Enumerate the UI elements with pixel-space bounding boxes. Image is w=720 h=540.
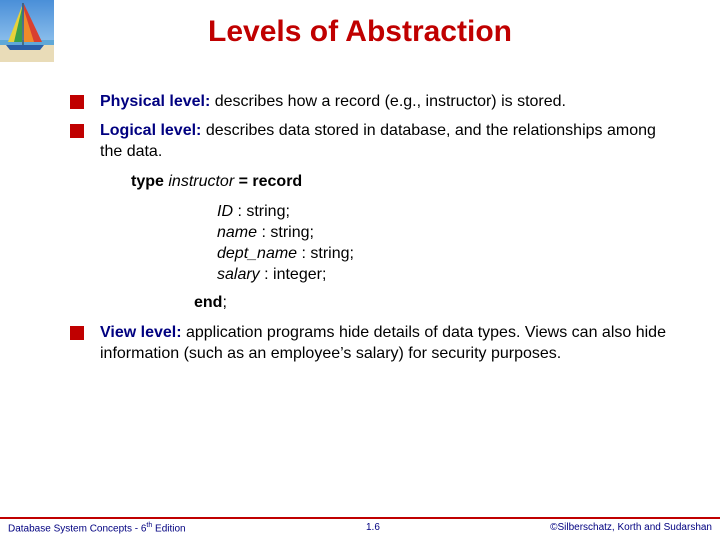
code-end-punct: ; [222,294,227,311]
code-type-line [131,171,302,192]
footer-book-title [8,522,186,534]
field-type: string; [246,203,290,220]
field-name: name [217,224,258,241]
field-sep: : [259,266,274,283]
footer-divider [0,517,720,519]
bullet-logical [100,120,675,162]
page-title: Levels of Abstraction [208,15,512,48]
bullet-keyword: Logical level: [100,122,202,139]
bullet-keyword: Physical level: [100,93,211,110]
field-type: string; [270,224,314,241]
footer-page-number: 1.6 [366,522,380,533]
code-type-name: instructor [168,173,235,190]
bullet-marker [70,95,84,109]
code-keyword-type: type [131,173,164,190]
bullet-text: describes data stored in database, and the relationships among the data. [100,122,656,160]
bullet-marker [70,326,84,340]
bullet-keyword: View level: [100,324,182,341]
code-field [217,201,290,222]
bullet-text: application programs hide details of data types. Views can also hide information (such as an employee’s salary) for security purposes. [100,324,666,362]
bullet-text: describes how a record (e.g., instructor) is stored. [210,93,566,110]
footer-book-prefix: Database System Concepts - 6 [8,523,147,535]
footer-book-suffix: Edition [152,523,186,535]
bullet-view [100,322,680,364]
bullet-physical [100,91,680,112]
field-type: string; [310,245,354,262]
field-sep: : [257,224,271,241]
code-end-line [194,292,227,313]
field-name: ID [217,203,233,220]
field-name: dept_name [217,245,298,262]
code-field [217,243,354,264]
footer-book-sup: th [146,522,153,529]
code-field [217,222,314,243]
code-keyword-end: end [194,294,223,311]
code-keyword-record: record [252,173,303,190]
field-sep: : [233,203,247,220]
bullet-marker [70,124,84,138]
code-field [217,264,326,285]
field-sep: : [297,245,311,262]
field-type: integer; [273,266,327,283]
code-equals: = [234,173,253,190]
footer-copyright: ©Silberschatz, Korth and Sudarshan [550,522,712,533]
field-name: salary [217,266,260,283]
